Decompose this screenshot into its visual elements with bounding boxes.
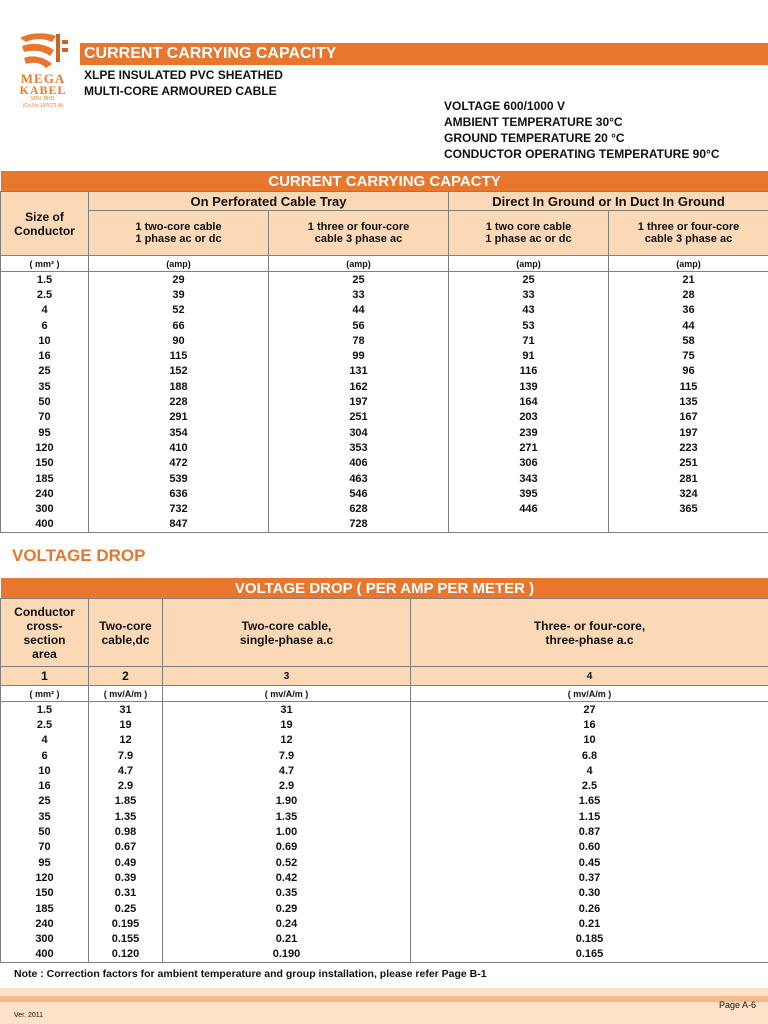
conductor-size-cell: 2.5: [1, 717, 89, 732]
value-cell: 39: [89, 287, 269, 302]
value-cell: 31: [163, 702, 411, 718]
table-row: [1, 763, 768, 778]
logo-text-sdn: SDN. BHD.: [30, 96, 56, 102]
conductor-size-cell: 6: [1, 748, 89, 763]
value-cell: 0.26: [411, 901, 768, 916]
conductor-size-cell: 95: [1, 855, 89, 870]
table-row: [1, 394, 768, 409]
value-cell: 197: [269, 394, 449, 409]
value-cell: 33: [269, 287, 449, 302]
value-cell: 410: [89, 440, 269, 455]
value-cell: 539: [89, 471, 269, 486]
perforated-tray-header: On Perforated Cable Tray: [89, 192, 449, 211]
voltage-drop-table-title: VOLTAGE DROP ( PER AMP PER METER ): [1, 578, 768, 599]
value-cell: 6.8: [411, 748, 768, 763]
table-row: [1, 440, 768, 455]
value-cell: 2.9: [163, 778, 411, 793]
page-title-bar: [80, 43, 768, 65]
value-cell: 152: [89, 364, 269, 379]
conductor-size-cell: 6: [1, 318, 89, 333]
value-cell: 66: [89, 318, 269, 333]
table-row: [1, 870, 768, 885]
unit-amp: (amp): [89, 256, 269, 272]
value-cell: 732: [89, 501, 269, 516]
value-cell: 188: [89, 379, 269, 394]
conductor-size-cell: 95: [1, 425, 89, 440]
value-cell: 0.185: [411, 931, 768, 946]
value-cell: 0.120: [89, 947, 163, 963]
column-index-3: 3: [163, 667, 411, 686]
unit-size: ( mm² ): [1, 256, 89, 272]
value-cell: 0.21: [411, 916, 768, 931]
voltage-drop-rows: [1, 702, 768, 963]
value-cell: 0.42: [163, 870, 411, 885]
value-cell: 1.15: [411, 809, 768, 824]
conductor-size-cell: 400: [1, 517, 89, 533]
value-cell: 365: [609, 501, 768, 516]
ground-two-core-header: 1 two core cable 1 phase ac or dc: [449, 211, 609, 256]
current-capacity-rows: [1, 272, 768, 533]
value-cell: 53: [449, 318, 609, 333]
cross-section-header: Conductor cross- section area: [1, 599, 89, 667]
value-cell: 0.45: [411, 855, 768, 870]
conductor-size-cell: 25: [1, 794, 89, 809]
conductor-size-cell: 2.5: [1, 287, 89, 302]
conductor-size-cell: 35: [1, 809, 89, 824]
value-cell: 44: [609, 318, 768, 333]
value-cell: 43: [449, 303, 609, 318]
unit-amp: (amp): [269, 256, 449, 272]
value-cell: 0.69: [163, 840, 411, 855]
table-row: [1, 794, 768, 809]
value-cell: 2.9: [89, 778, 163, 793]
unit-mv: ( mv/A/m ): [163, 686, 411, 702]
voltage-drop-section-title: VOLTAGE DROP: [12, 546, 146, 565]
value-cell: 847: [89, 517, 269, 533]
value-cell: 99: [269, 348, 449, 363]
value-cell: 0.25: [89, 901, 163, 916]
table-row: [1, 410, 768, 425]
spec-conductor-temperature: CONDUCTOR OPERATING TEMPERATURE 90°C: [444, 147, 720, 161]
tray-two-core-header: 1 two-core cable 1 phase ac or dc: [89, 211, 269, 256]
value-cell: 71: [449, 333, 609, 348]
table-row: [1, 717, 768, 732]
value-cell: 167: [609, 410, 768, 425]
value-cell: 2.5: [411, 778, 768, 793]
value-cell: 4: [411, 763, 768, 778]
value-cell: 0.39: [89, 870, 163, 885]
page-subtitle-2: MULTI-CORE ARMOURED CABLE: [84, 84, 277, 98]
table-row: [1, 318, 768, 333]
value-cell: 0.49: [89, 855, 163, 870]
value-cell: 0.21: [163, 931, 411, 946]
value-cell: 251: [269, 410, 449, 425]
conductor-size-cell: 1.5: [1, 702, 89, 718]
conductor-size-cell: 150: [1, 886, 89, 901]
value-cell: 0.195: [89, 916, 163, 931]
value-cell: 25: [449, 272, 609, 288]
value-cell: 116: [449, 364, 609, 379]
value-cell: 1.90: [163, 794, 411, 809]
conductor-size-cell: 240: [1, 916, 89, 931]
value-cell: 281: [609, 471, 768, 486]
value-cell: 33: [449, 287, 609, 302]
value-cell: 115: [609, 379, 768, 394]
value-cell: 28: [609, 287, 768, 302]
table-row: [1, 471, 768, 486]
two-core-single-phase-header: Two-core cable, single-phase a.c: [163, 599, 411, 667]
value-cell: 463: [269, 471, 449, 486]
page-number: Page A-6: [718, 1000, 756, 1010]
value-cell: 1.35: [163, 809, 411, 824]
value-cell: 203: [449, 410, 609, 425]
value-cell: 0.155: [89, 931, 163, 946]
logo-emblem-icon: [16, 32, 70, 72]
value-cell: 291: [89, 410, 269, 425]
value-cell: 251: [609, 456, 768, 471]
table-row: [1, 901, 768, 916]
page-title: CURRENT CARRYING CAPACITY: [84, 45, 337, 62]
conductor-size-cell: 150: [1, 456, 89, 471]
value-cell: 197: [609, 425, 768, 440]
value-cell: 7.9: [89, 748, 163, 763]
table-row: [1, 733, 768, 748]
conductor-size-cell: 120: [1, 440, 89, 455]
spec-ambient-temperature: AMBIENT TEMPERATURE 30°C: [444, 115, 623, 129]
voltage-drop-table: [0, 578, 768, 963]
value-cell: 0.35: [163, 886, 411, 901]
value-cell: 131: [269, 364, 449, 379]
value-cell: 52: [89, 303, 269, 318]
value-cell: 306: [449, 456, 609, 471]
conductor-size-cell: 25: [1, 364, 89, 379]
value-cell: 395: [449, 486, 609, 501]
table-row: [1, 379, 768, 394]
value-cell: 728: [269, 517, 449, 533]
conductor-size-cell: 240: [1, 486, 89, 501]
conductor-size-cell: 35: [1, 379, 89, 394]
value-cell: 21: [609, 272, 768, 288]
table-row: [1, 348, 768, 363]
value-cell: 1.65: [411, 794, 768, 809]
conductor-size-cell: 16: [1, 778, 89, 793]
value-cell: 0.98: [89, 824, 163, 839]
value-cell: 58: [609, 333, 768, 348]
table-row: [1, 364, 768, 379]
value-cell: 27: [411, 702, 768, 718]
table-row: [1, 517, 768, 533]
value-cell: 343: [449, 471, 609, 486]
company-logo: [10, 26, 76, 109]
value-cell: 0.60: [411, 840, 768, 855]
table-row: [1, 425, 768, 440]
value-cell: 406: [269, 456, 449, 471]
value-cell: 4.7: [163, 763, 411, 778]
footer-band: [0, 988, 768, 996]
value-cell: 228: [89, 394, 269, 409]
page-subtitle-1: XLPE INSULATED PVC SHEATHED: [84, 68, 283, 82]
value-cell: 19: [163, 717, 411, 732]
value-cell: 139: [449, 379, 609, 394]
value-cell: 164: [449, 394, 609, 409]
value-cell: 324: [609, 486, 768, 501]
value-cell: 12: [163, 733, 411, 748]
unit-row: [1, 256, 768, 272]
table-row: [1, 486, 768, 501]
table-row: [1, 501, 768, 516]
tray-three-core-header: 1 three or four-core cable 3 phase ac: [269, 211, 449, 256]
value-cell: 0.31: [89, 886, 163, 901]
table-row: [1, 303, 768, 318]
value-cell: 353: [269, 440, 449, 455]
value-cell: 135: [609, 394, 768, 409]
value-cell: 1.85: [89, 794, 163, 809]
value-cell: 31: [89, 702, 163, 718]
unit-amp: (amp): [449, 256, 609, 272]
conductor-size-cell: 185: [1, 471, 89, 486]
value-cell: 0.37: [411, 870, 768, 885]
value-cell: 0.190: [163, 947, 411, 963]
value-cell: 636: [89, 486, 269, 501]
value-cell: 446: [449, 501, 609, 516]
unit-size: ( mm² ): [1, 686, 89, 702]
value-cell: 304: [269, 425, 449, 440]
table-row: [1, 702, 768, 718]
correction-factor-note: Note : Correction factors for ambient temperature and group installation, please refer Page B-1: [14, 968, 487, 980]
table-row: [1, 855, 768, 870]
value-cell: 271: [449, 440, 609, 455]
value-cell: 19: [89, 717, 163, 732]
value-cell: 75: [609, 348, 768, 363]
value-cell: 0.52: [163, 855, 411, 870]
table-row: [1, 886, 768, 901]
table-row: [1, 824, 768, 839]
column-index-2: 2: [89, 667, 163, 686]
conductor-size-cell: 10: [1, 763, 89, 778]
value-cell: 4.7: [89, 763, 163, 778]
value-cell: 0.67: [89, 840, 163, 855]
spec-ground-temperature: GROUND TEMPERATURE 20 °C: [444, 131, 625, 145]
conductor-size-cell: 1.5: [1, 272, 89, 288]
conductor-size-cell: 10: [1, 333, 89, 348]
value-cell: 7.9: [163, 748, 411, 763]
value-cell: 10: [411, 733, 768, 748]
table-row: [1, 840, 768, 855]
logo-text-kabel: KABEL: [19, 83, 67, 97]
unit-mv: ( mv/A/m ): [411, 686, 768, 702]
conductor-size-cell: 4: [1, 733, 89, 748]
table-row: [1, 333, 768, 348]
value-cell: 91: [449, 348, 609, 363]
conductor-size-cell: 300: [1, 501, 89, 516]
conductor-size-cell: 70: [1, 410, 89, 425]
logo-text-mega: MEGA: [20, 71, 66, 86]
value-cell: [449, 517, 609, 533]
table-row: [1, 947, 768, 963]
value-cell: [609, 517, 768, 533]
value-cell: 239: [449, 425, 609, 440]
footer-band-lower: [0, 1002, 768, 1024]
table-row: [1, 916, 768, 931]
conductor-size-cell: 50: [1, 394, 89, 409]
value-cell: 0.24: [163, 916, 411, 931]
value-cell: 25: [269, 272, 449, 288]
value-cell: 0.87: [411, 824, 768, 839]
table-row: [1, 931, 768, 946]
value-cell: 472: [89, 456, 269, 471]
conductor-size-cell: 185: [1, 901, 89, 916]
conductor-size-cell: 50: [1, 824, 89, 839]
value-cell: 0.29: [163, 901, 411, 916]
column-index-1: 1: [1, 667, 89, 686]
value-cell: 12: [89, 733, 163, 748]
current-capacity-table: [0, 171, 768, 533]
conductor-size-cell: 4: [1, 303, 89, 318]
value-cell: 0.30: [411, 886, 768, 901]
conductor-size-cell: 120: [1, 870, 89, 885]
value-cell: 354: [89, 425, 269, 440]
value-cell: 56: [269, 318, 449, 333]
unit-row: [1, 686, 768, 702]
value-cell: 1.35: [89, 809, 163, 824]
table-row: [1, 748, 768, 763]
three-four-core-three-phase-header: Three- or four-core, three-phase a.c: [411, 599, 768, 667]
ground-three-core-header: 1 three or four-core cable 3 phase ac: [609, 211, 768, 256]
conductor-size-cell: 400: [1, 947, 89, 963]
value-cell: 115: [89, 348, 269, 363]
conductor-size-cell: 70: [1, 840, 89, 855]
logo-text-registration: (Co.No.197671-A): [22, 103, 64, 109]
value-cell: 44: [269, 303, 449, 318]
unit-amp: (amp): [609, 256, 768, 272]
version-label: Ver. 2011: [14, 1012, 44, 1019]
conductor-size-cell: 300: [1, 931, 89, 946]
value-cell: 16: [411, 717, 768, 732]
value-cell: 628: [269, 501, 449, 516]
value-cell: 29: [89, 272, 269, 288]
value-cell: 162: [269, 379, 449, 394]
column-index-4: 4: [411, 667, 768, 686]
value-cell: 90: [89, 333, 269, 348]
value-cell: 96: [609, 364, 768, 379]
size-of-conductor-header: Size of Conductor: [1, 192, 89, 256]
current-capacity-table-title: CURRENT CARRYING CAPACTY: [1, 171, 768, 192]
value-cell: 223: [609, 440, 768, 455]
value-cell: 36: [609, 303, 768, 318]
value-cell: 1.00: [163, 824, 411, 839]
table-row: [1, 778, 768, 793]
value-cell: 0.165: [411, 947, 768, 963]
value-cell: 546: [269, 486, 449, 501]
spec-voltage: VOLTAGE 600/1000 V: [444, 99, 565, 113]
value-cell: 78: [269, 333, 449, 348]
table-row: [1, 809, 768, 824]
table-row: [1, 272, 768, 288]
direct-in-ground-header: Direct In Ground or In Duct In Ground: [449, 192, 768, 211]
conductor-size-cell: 16: [1, 348, 89, 363]
table-row: [1, 456, 768, 471]
two-core-dc-header: Two-core cable,dc: [89, 599, 163, 667]
table-row: [1, 287, 768, 302]
unit-mv: ( mv/A/m ): [89, 686, 163, 702]
